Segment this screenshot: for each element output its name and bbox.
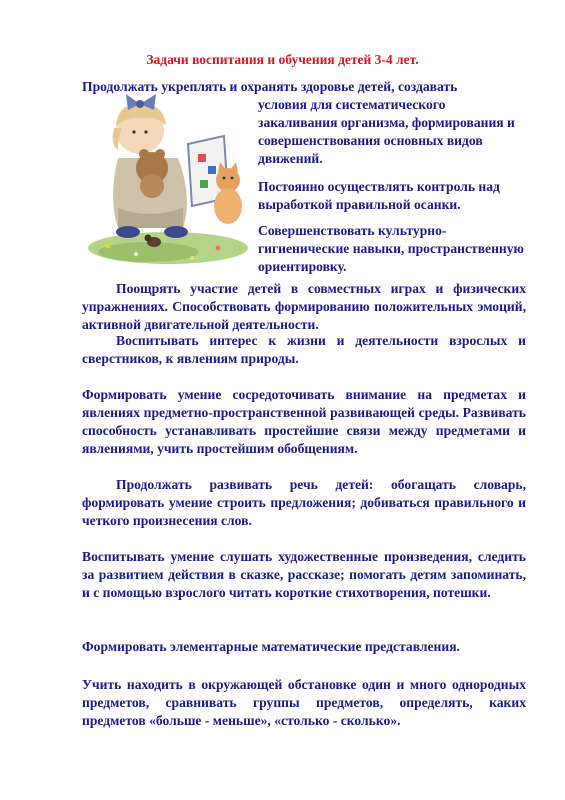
block3-text: Совершенствовать культурно-гигиенические навыки, пространственную ориентировку. bbox=[258, 223, 524, 274]
girl-with-book-icon bbox=[88, 88, 256, 268]
block6-text: Формировать умение сосредоточивать внимание на предметах и явлениях предметно-пространственной развивающей среды. Развивать способность устанавливать простейшие связи между предметами и явлениями, учить простейшим обобщениям. bbox=[82, 387, 526, 456]
page-title: Задачи воспитания и обучения детей 3-4 лет. bbox=[146, 52, 419, 67]
block2-text: Постоянно осуществлять контроль над выработкой правильной осанки. bbox=[258, 179, 500, 212]
block7-text: Продолжать развивать речь детей: обогащать словарь, формировать умение строить предложения; добиваться правильного и четкого произнесения слов. bbox=[82, 477, 526, 528]
block10-text: Учить находить в окружающей обстановке один и много однородных предметов, сравнивать группы предметов, определять, каких предметов «больше - меньше», «столько - сколько». bbox=[82, 677, 526, 728]
block8-text: Воспитывать умение слушать художественные произведения, следить за развитием действия в сказке, рассказе; помогать детям запоминать, и с помощью взрослого читать короткие стихотворения, потешки. bbox=[82, 549, 526, 600]
block9-text: Формировать элементарные математические представления. bbox=[82, 639, 460, 654]
block1-line1: Продолжать укреплять и охранять здоровье детей, создавать bbox=[82, 79, 458, 94]
block5-text: Воспитывать интерес к жизни и деятельности взрослых и сверстников, к явлениям природы. bbox=[82, 333, 526, 366]
block4-text: Поощрять участие детей в совместных играх и физических упражнениях. Способствовать формированию положительных эмоций, активной двигательной деятельности. bbox=[82, 281, 526, 332]
block1-rest: условия для систематического закаливания организма, формирования и совершенствования основных видов движений. bbox=[258, 97, 515, 166]
